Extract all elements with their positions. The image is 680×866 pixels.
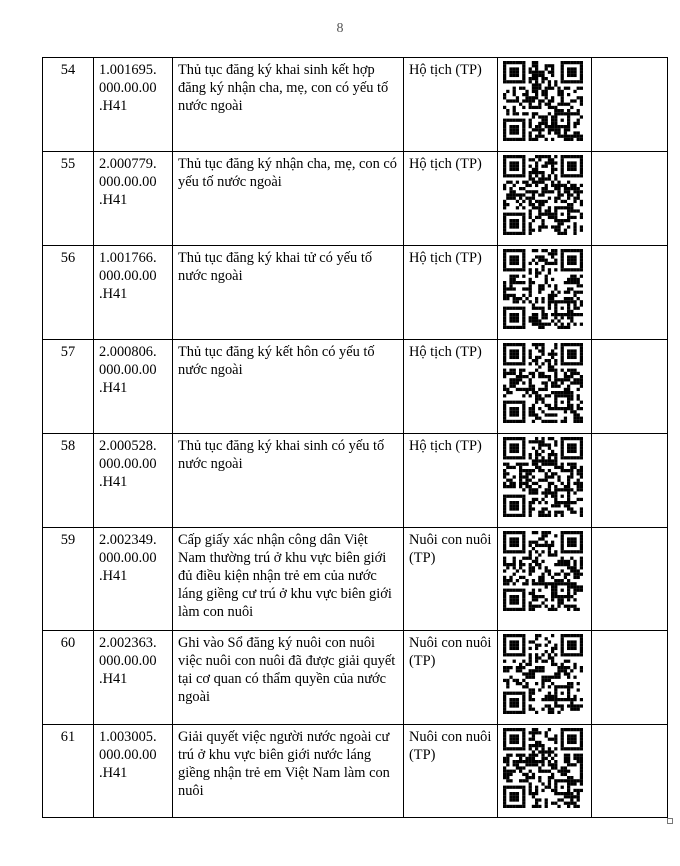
procedure-code-part: .H41 <box>99 568 128 584</box>
empty-cell <box>592 340 668 434</box>
procedure-code <box>94 434 173 528</box>
empty-cell <box>592 725 668 818</box>
procedure-field: Hộ tịch (TP) <box>404 434 498 528</box>
qr-code-icon <box>503 343 583 423</box>
procedure-field: Nuôi con nuôi (TP) <box>404 631 498 725</box>
procedure-code <box>94 58 173 152</box>
procedure-code-part: 2.002363. <box>99 635 157 651</box>
row-number: 56 <box>43 246 94 340</box>
table-row <box>43 725 668 818</box>
qr-code-icon <box>503 437 583 517</box>
row-number: 54 <box>43 58 94 152</box>
qr-cell <box>498 246 592 340</box>
procedure-name: Thủ tục đăng ký khai sinh có yếu tố nước ngoài <box>173 434 404 528</box>
table-row <box>43 528 668 631</box>
procedure-code-part: 2.000779. <box>99 156 157 172</box>
procedure-code-part: 2.002349. <box>99 532 157 548</box>
page-number: 8 <box>336 21 344 36</box>
qr-code-icon <box>503 61 583 141</box>
procedure-code-part: 000.00.00 <box>99 653 157 669</box>
row-number: 57 <box>43 340 94 434</box>
row-number: 58 <box>43 434 94 528</box>
qr-code-icon <box>503 249 583 329</box>
qr-code-icon <box>503 634 583 714</box>
procedure-code-part: 000.00.00 <box>99 747 157 763</box>
procedure-name: Ghi vào Sổ đăng ký nuôi con nuôi việc nuôi con nuôi đã được giải quyết tại cơ quan có thẩm quyền của nước ngoài <box>173 631 404 725</box>
procedure-name: Giải quyết việc người nước ngoài cư trú ở khu vực biên giới nước láng giềng nhận trẻ em Việt Nam làm con nuôi <box>173 725 404 818</box>
procedure-field: Hộ tịch (TP) <box>404 152 498 246</box>
qr-cell <box>498 725 592 818</box>
row-number: 59 <box>43 528 94 631</box>
qr-cell <box>498 152 592 246</box>
procedure-field: Hộ tịch (TP) <box>404 246 498 340</box>
empty-cell <box>592 58 668 152</box>
procedure-code <box>94 631 173 725</box>
procedure-code-part: 1.003005. <box>99 729 157 745</box>
qr-code-icon <box>503 728 583 808</box>
qr-cell <box>498 434 592 528</box>
qr-code-icon <box>503 531 583 611</box>
procedure-code <box>94 152 173 246</box>
procedure-code-part: 000.00.00 <box>99 550 157 566</box>
procedure-name: Thủ tục đăng ký kết hôn có yếu tố nước ngoài <box>173 340 404 434</box>
qr-code-icon <box>503 155 583 235</box>
procedure-code-part: 2.000806. <box>99 344 157 360</box>
procedure-code-part: .H41 <box>99 286 128 302</box>
empty-cell <box>592 631 668 725</box>
qr-cell <box>498 58 592 152</box>
procedure-code <box>94 725 173 818</box>
qr-cell <box>498 340 592 434</box>
procedure-code-part: .H41 <box>99 98 128 114</box>
procedure-field: Nuôi con nuôi (TP) <box>404 528 498 631</box>
procedure-code <box>94 528 173 631</box>
table-row <box>43 58 668 152</box>
empty-cell <box>592 246 668 340</box>
row-number: 55 <box>43 152 94 246</box>
procedure-field: Hộ tịch (TP) <box>404 58 498 152</box>
procedure-name: Thủ tục đăng ký khai tử có yếu tố nước ngoài <box>173 246 404 340</box>
procedure-code-part: .H41 <box>99 474 128 490</box>
procedure-code <box>94 246 173 340</box>
table-row <box>43 631 668 725</box>
empty-cell <box>592 434 668 528</box>
procedure-code-part: .H41 <box>99 671 128 687</box>
procedure-code-part: 000.00.00 <box>99 362 157 378</box>
row-number: 60 <box>43 631 94 725</box>
procedure-table <box>42 57 668 818</box>
table-row <box>43 340 668 434</box>
procedure-name: Thủ tục đăng ký khai sinh kết hợp đăng ký nhận cha, mẹ, con có yếu tố nước ngoài <box>173 58 404 152</box>
procedure-code-part: 1.001695. <box>99 62 157 78</box>
procedure-code-part: .H41 <box>99 380 128 396</box>
table-row <box>43 152 668 246</box>
procedure-code-part: 000.00.00 <box>99 456 157 472</box>
table-row <box>43 246 668 340</box>
procedure-code <box>94 340 173 434</box>
procedure-code-part: .H41 <box>99 192 128 208</box>
procedure-code-part: 1.001766. <box>99 250 157 266</box>
procedure-field: Nuôi con nuôi (TP) <box>404 725 498 818</box>
empty-cell <box>592 152 668 246</box>
procedure-code-part: 000.00.00 <box>99 268 157 284</box>
qr-cell <box>498 528 592 631</box>
procedure-name: Cấp giấy xác nhận công dân Việt Nam thường trú ở khu vực biên giới đủ điều kiện nhận trẻ em của nước láng giềng cư trú ở khu vực biên giới làm con nuôi <box>173 528 404 631</box>
end-of-cell-mark <box>667 818 673 824</box>
procedure-field: Hộ tịch (TP) <box>404 340 498 434</box>
procedure-code-part: 000.00.00 <box>99 174 157 190</box>
procedure-name: Thủ tục đăng ký nhận cha, mẹ, con có yếu tố nước ngoài <box>173 152 404 246</box>
row-number: 61 <box>43 725 94 818</box>
qr-cell <box>498 631 592 725</box>
empty-cell <box>592 528 668 631</box>
procedure-code-part: .H41 <box>99 765 128 781</box>
procedure-code-part: 000.00.00 <box>99 80 157 96</box>
procedure-code-part: 2.000528. <box>99 438 157 454</box>
table-row <box>43 434 668 528</box>
